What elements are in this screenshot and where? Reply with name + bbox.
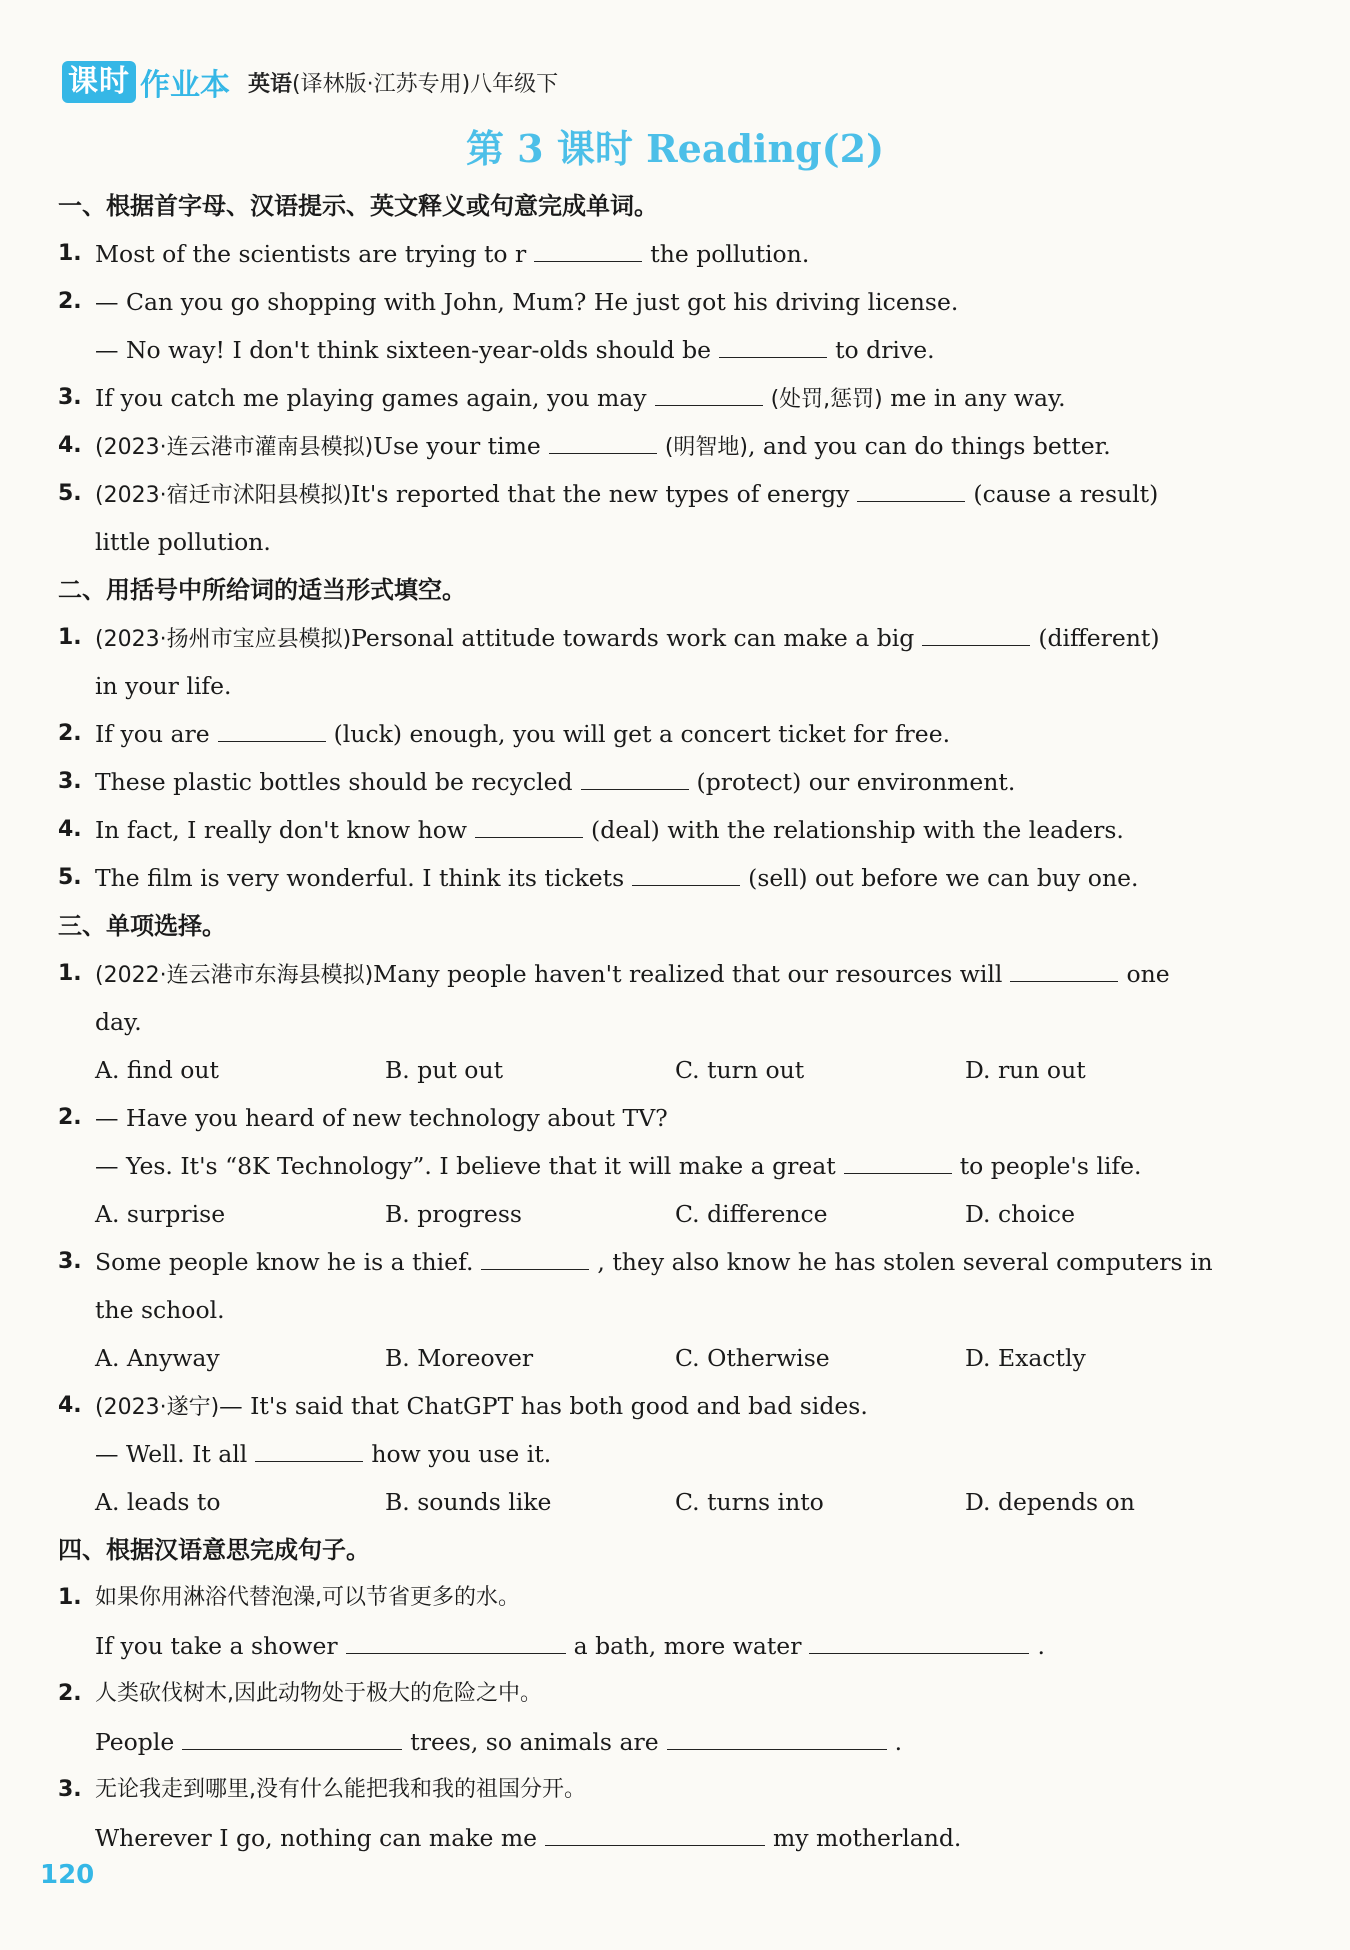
option-d[interactable]: D. depends on (965, 1488, 1135, 1516)
hint: (protect) (696, 768, 802, 796)
question-text: enough, you will get a concert ticket for free. (409, 720, 951, 748)
question-row (58, 518, 1258, 566)
question-text: , and you can do things better. (747, 432, 1111, 460)
question-text: how you use it. (371, 1440, 552, 1468)
option-d[interactable]: D. run out (965, 1056, 1086, 1084)
page-number: 120 (40, 1860, 95, 1890)
section-heading: 二、用括号中所给词的适当形式填空。 (58, 576, 466, 604)
question-number: 2. (58, 721, 82, 746)
question-text: our environment. (808, 768, 1016, 796)
option-a[interactable]: A. surprise (95, 1200, 226, 1228)
edition: (译林版·江苏专用)八年级下 (292, 71, 559, 97)
question-row (58, 422, 1258, 470)
question-row (58, 1622, 1258, 1670)
source-tag: (2023·遂宁) (95, 1395, 220, 1420)
question-text: Most of the scientists are trying to r (95, 240, 527, 268)
question-row (58, 1430, 1258, 1478)
question-number: 4. (58, 1393, 82, 1418)
question-row (58, 1670, 1258, 1718)
answer-blank[interactable] (809, 1625, 1029, 1654)
question-text: If you take a shower (95, 1632, 338, 1660)
answer-blank[interactable] (1010, 953, 1118, 982)
question-number: 5. (58, 481, 82, 506)
question-text: — Yes. It's “8K Technology”. I believe that it will make a great (95, 1152, 836, 1180)
answer-blank[interactable] (475, 809, 583, 838)
section-heading: 三、单项选择。 (58, 912, 226, 940)
question-text: People (95, 1728, 175, 1756)
question-row (58, 1814, 1258, 1862)
options-row (58, 1046, 1258, 1094)
source-tag: (2023·扬州市宝应县模拟) (95, 627, 352, 652)
answer-blank[interactable] (667, 1721, 887, 1750)
question-text: me in any way. (890, 384, 1066, 412)
answer-blank[interactable] (534, 233, 642, 262)
question-text: one (1126, 960, 1170, 988)
question-number: 2. (58, 1681, 82, 1706)
question-text: with the relationship with the leaders. (667, 816, 1124, 844)
option-d[interactable]: D. Exactly (965, 1344, 1086, 1372)
question-text: Some people know he is a thief. (95, 1248, 474, 1276)
question-row (58, 854, 1258, 902)
answer-blank[interactable] (481, 1241, 589, 1270)
question-row (58, 950, 1258, 998)
question-row (58, 998, 1258, 1046)
question-number: 1. (58, 625, 82, 650)
subject: 英语 (248, 71, 293, 97)
answer-blank[interactable] (346, 1625, 566, 1654)
answer-blank[interactable] (655, 377, 763, 406)
chinese-sentence: 无论我走到哪里,没有什么能把我和我的祖国分开。 (95, 1777, 586, 1802)
question-row (58, 1718, 1258, 1766)
answer-blank[interactable] (218, 713, 326, 742)
question-row (58, 1286, 1258, 1334)
option-a[interactable]: A. leads to (95, 1488, 221, 1516)
option-c[interactable]: C. turns into (675, 1488, 824, 1516)
question-number: 2. (58, 289, 82, 314)
dialogue-line: — Can you go shopping with John, Mum? He just got his driving license. (95, 288, 959, 316)
answer-blank[interactable] (857, 473, 965, 502)
hint: (deal) (591, 816, 660, 844)
options-row (58, 1478, 1258, 1526)
question-number: 3. (58, 1249, 82, 1274)
question-row (58, 326, 1258, 374)
option-c[interactable]: C. turn out (675, 1056, 805, 1084)
source-tag: (2023·宿迁市沭阳县模拟) (95, 483, 352, 508)
question-text: in your life. (95, 672, 232, 700)
question-row (58, 1382, 1258, 1430)
section-heading: 一、根据首字母、汉语提示、英文释义或句意完成单词。 (58, 192, 658, 220)
hint: (different) (1038, 624, 1160, 652)
brand-logo (62, 60, 230, 104)
option-b[interactable]: B. put out (385, 1056, 504, 1084)
answer-blank[interactable] (844, 1145, 952, 1174)
question-text: , they also know he has stolen several computers in (597, 1248, 1213, 1276)
question-row (58, 230, 1258, 278)
answer-blank[interactable] (255, 1433, 363, 1462)
question-text: my motherland. (773, 1824, 962, 1852)
question-text: — No way! I don't think sixteen-year-olds should be (95, 336, 712, 364)
question-row (58, 1766, 1258, 1814)
option-b[interactable]: B. progress (385, 1200, 522, 1228)
dialogue-line: — Have you heard of new technology about TV? (95, 1104, 668, 1132)
question-row (58, 614, 1258, 662)
question-number: 1. (58, 241, 82, 266)
question-text: In fact, I really don't know how (95, 816, 468, 844)
question-text: to drive. (835, 336, 935, 364)
option-b[interactable]: B. Moreover (385, 1344, 534, 1372)
source-tag: (2023·连云港市灌南县模拟) (95, 435, 374, 460)
question-text: Use your time (373, 432, 541, 460)
chinese-sentence: 如果你用淋浴代替泡澡,可以节省更多的水。 (95, 1585, 520, 1610)
question-row (58, 278, 1258, 326)
question-text: trees, so animals are (410, 1728, 659, 1756)
question-text: Wherever I go, nothing can make me (95, 1824, 538, 1852)
option-a[interactable]: A. Anyway (95, 1344, 220, 1372)
answer-blank[interactable] (632, 857, 740, 886)
option-b[interactable]: B. sounds like (385, 1488, 552, 1516)
logo-text: 作业本 (140, 68, 230, 103)
logo-box: 课时 (62, 61, 136, 103)
question-row (58, 662, 1258, 710)
question-text: the pollution. (650, 240, 810, 268)
question-number: 5. (58, 865, 82, 890)
hint: (cause a result) (973, 480, 1159, 508)
option-c[interactable]: C. Otherwise (675, 1344, 830, 1372)
question-text: . (894, 1728, 903, 1756)
question-number: 2. (58, 1105, 82, 1130)
question-text: little pollution. (95, 528, 271, 556)
source-tag: (2022·连云港市东海县模拟) (95, 963, 374, 988)
question-row (58, 1094, 1258, 1142)
answer-blank[interactable] (182, 1721, 402, 1750)
question-number: 1. (58, 961, 82, 986)
hint: (明智地) (664, 435, 748, 460)
question-text: It's reported that the new types of energy (351, 480, 850, 508)
question-text: out before we can buy one. (815, 864, 1139, 892)
answer-blank[interactable] (719, 329, 827, 358)
question-row (58, 758, 1258, 806)
section-heading: 四、根据汉语意思完成句子。 (58, 1536, 370, 1564)
question-text: . (1037, 1632, 1045, 1660)
question-row (58, 470, 1258, 518)
question-text: If you are (95, 720, 210, 748)
question-number: 4. (58, 433, 82, 458)
question-text: These plastic bottles should be recycled (95, 768, 573, 796)
header (62, 60, 558, 104)
answer-blank[interactable] (545, 1817, 765, 1846)
question-text: a bath, more water (573, 1632, 802, 1660)
answer-blank[interactable] (581, 761, 689, 790)
question-text: the school. (95, 1296, 225, 1324)
options-row (58, 1334, 1258, 1382)
question-text: Personal attitude towards work can make a big (351, 624, 915, 652)
lesson-title: 第 3 课时 Reading(2) (465, 126, 885, 171)
question-text: Many people haven't realized that our resources will (373, 960, 1003, 988)
question-text: day. (95, 1008, 142, 1036)
question-number: 4. (58, 817, 82, 842)
question-number: 3. (58, 385, 82, 410)
question-text: — Well. It all (95, 1440, 248, 1468)
question-text: to people's life. (959, 1152, 1142, 1180)
question-text: If you catch me playing games again, you may (95, 384, 647, 412)
option-a[interactable]: A. find out (95, 1056, 219, 1084)
hint: (luck) (333, 720, 403, 748)
question-row (58, 806, 1258, 854)
question-row (58, 1142, 1258, 1190)
option-c[interactable]: C. difference (675, 1200, 828, 1228)
dialogue-line: — It's said that ChatGPT has both good and bad sides. (219, 1392, 868, 1420)
question-text: The film is very wonderful. I think its tickets (95, 864, 625, 892)
question-number: 1. (58, 1585, 82, 1610)
question-number: 3. (58, 1777, 82, 1802)
question-row (58, 710, 1258, 758)
answer-blank[interactable] (922, 617, 1030, 646)
question-row (58, 374, 1258, 422)
option-d[interactable]: D. choice (965, 1200, 1075, 1228)
book-info (248, 67, 558, 98)
options-row (58, 1190, 1258, 1238)
question-row (58, 1574, 1258, 1622)
hint: (sell) (748, 864, 808, 892)
exercise-content (58, 182, 1258, 1862)
chinese-sentence: 人类砍伐树木,因此动物处于极大的危险之中。 (95, 1681, 542, 1706)
answer-blank[interactable] (549, 425, 657, 454)
question-number: 3. (58, 769, 82, 794)
question-row (58, 1238, 1258, 1286)
hint: (处罚,惩罚) (770, 387, 883, 412)
